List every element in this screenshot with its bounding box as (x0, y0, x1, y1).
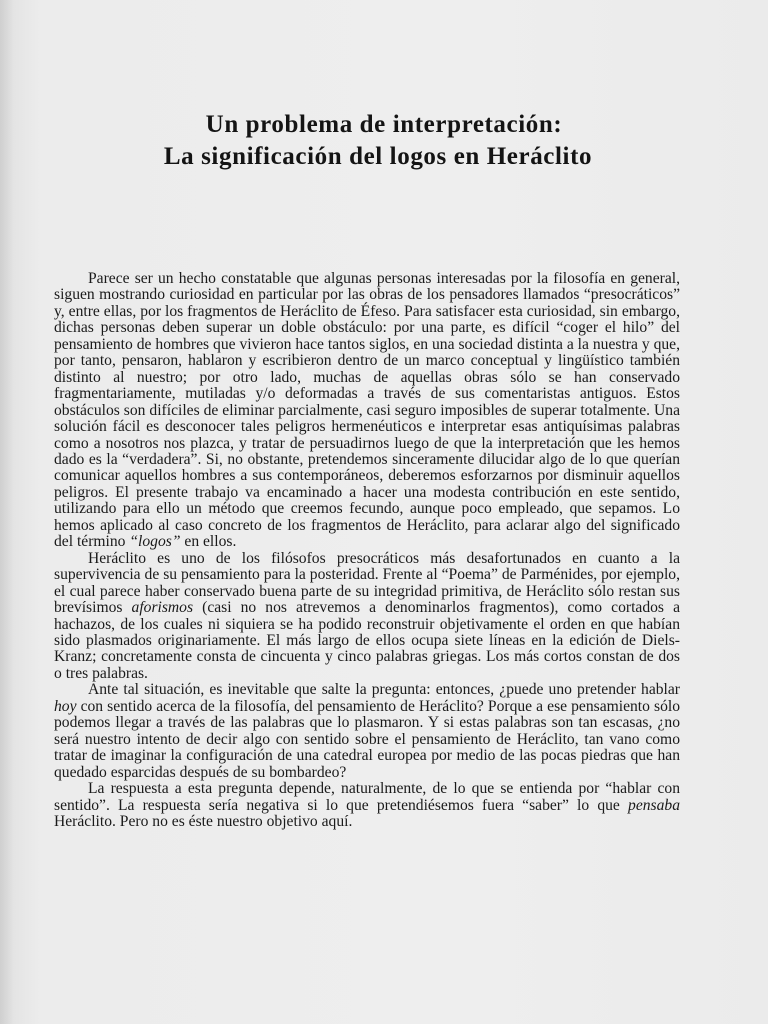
title-line-2: La significación del logos en Heráclito (163, 143, 593, 170)
paragraph-3-text-1: Ante tal situación, es inevitable que salte la pregunta: entonces, ¿puede uno pretender hablar (88, 681, 680, 699)
title-line-1: Un problema de interpretación: (205, 111, 563, 138)
paragraph-3-text-2: con sentido acerca de la filosofía, del pensamiento de Heráclito? Porque a ese pensamiento sólo podemos llegar a través de las palabras que lo plasmaron. Y si estas palabras son tan escasas, ¿no será nuestro intento de decir algo con sentido sobre el pensamiento de Heráclito, tan vano como tratar de imaginar la configuración de una catedral europea por medio de las pocas piedras que han quedado esparcidas después de su bombardeo? (54, 697, 680, 781)
paragraph-3 (54, 682, 680, 781)
paragraph-1 (54, 271, 680, 551)
paragraph-2-text-1: Heráclito es uno de los filósofos presocráticos más desafortunados en cuanto a la supervivencia de su pensamiento para la posteridad. Frente al “Poema” de Parménides, por ejemplo, el cual parece haber conservado buena parte de su integridad primitiva, de Heráclito sólo restan sus brevísimos (54, 549, 680, 617)
paragraph-1-text-2: en ellos. (180, 533, 237, 551)
paragraph-2 (54, 551, 680, 683)
article-title (0, 109, 768, 173)
paragraph-4-text-2: Heráclito. Pero no es éste nuestro objetivo aquí. (54, 812, 353, 830)
paragraph-1-text-1: Parece ser un hecho constatable que algunas personas interesadas por la filosofía en general, siguen mostrando curiosidad en particular por las obras de los pensadores llamados “presocráticos” y, entre ellas, por los fragmentos de Heráclito de Éfeso. Para satisfacer esta curiosidad, sin embargo, dichas personas deben superar un doble obstáculo: por una parte, es difícil “coger el hilo” del pensamiento de hombres que vivieron hace tantos siglos, en una sociedad distinta a la nuestra y que, por tanto, pensaron, hablaron y escribieron dentro de un marco conceptual y lingüístico también distinto al nuestro; por otro lado, muchas de aquellas obras sólo se han conservado fragmentariamente, mutiladas y/o deformadas a través de sus comentaristas antiguos. Estos obstáculos son difíciles de eliminar parcialmente, casi seguro imposibles de superar totalmente. Una solución fácil es desconocer tales peligros hermenéuticos e interpretar esas antiquísimas palabras como a nosotros nos plazca, y tratar de persuadirnos luego de que la interpretación que les hemos dado es la “verdadera”. Si, no obstante, pretendemos sinceramente dilucidar algo de lo que querían comunicar aquellos hombres a sus contemporáneos, deberemos esforzarnos por disminuir aquellos peligros. El presente trabajo va encaminado a hacer una modesta contribución en este sentido, utilizando para ello un método que creemos fecundo, aunque poco empleado, que sepamos. Lo hemos aplicado al caso concreto de los fragmentos de Heráclito, para aclarar algo del significado del término (54, 270, 680, 551)
paragraph-4-italic-pensaba: pensaba (628, 796, 680, 814)
paragraph-2-italic-aforismos: aforismos (131, 599, 194, 617)
paragraph-1-italic-logos: “logos” (129, 533, 181, 551)
paragraph-2-text-2: (casi no nos atrevemos a denominarlos fragmentos), como cortados a hachazos, de los cuales ni siquiera se ha podido reconstruir objetivamente el orden en que habían sido plasmados originariamente. El más largo de ellos ocupa siete líneas en la edición de Diels-Kranz; concretamente consta de cincuenta y cinco palabras griegas. Los más cortos constan de dos o tres palabras. (54, 599, 680, 682)
article-body (54, 271, 680, 830)
paragraph-3-italic-hoy: hoy (54, 697, 77, 715)
paragraph-4-text-1: La respuesta a esta pregunta depende, naturalmente, de lo que se entienda por “hablar con sentido”. La respuesta sería negativa si lo que pretendiésemos fuera “saber” lo que (54, 780, 680, 814)
paragraph-4 (54, 781, 680, 830)
